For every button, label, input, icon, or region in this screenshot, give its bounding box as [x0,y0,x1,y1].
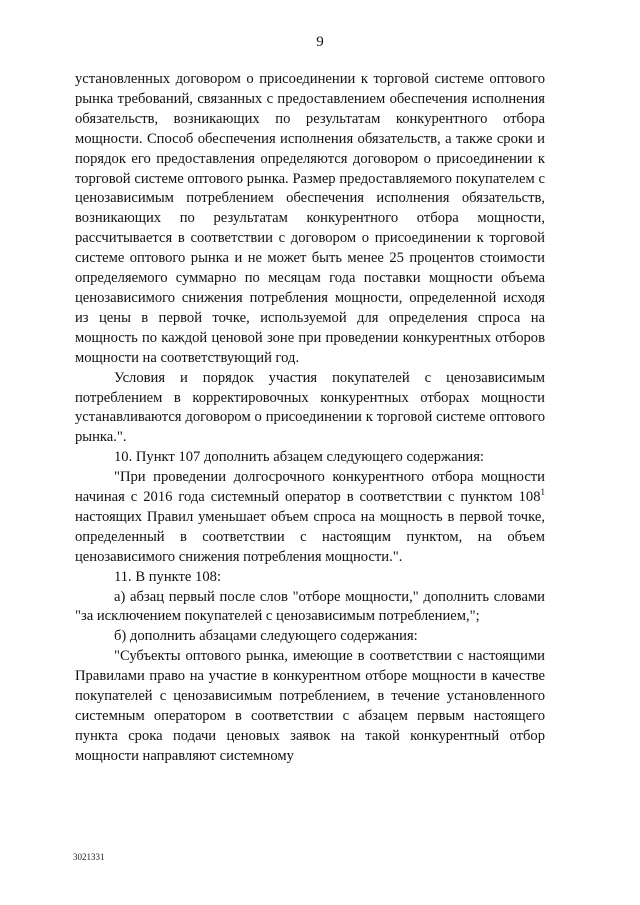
paragraph-text-after-sup: настоящих Правил уменьшает объем спроса на мощность в первой точке, определенный в соответствии с настоящим пунктом, на объем ценозависимого снижения потребления мощности.". [75,508,545,565]
paragraph-conditions: Условия и порядок участия покупателей с ценозависимым потреблением в корректировочных конкурентных отборах мощности устанавливаются договором о присоединении к торговой системе оптового рынка.". [75,369,545,446]
document-code: 3021331 [73,852,105,862]
paragraph-text-before-sup: "При проведении долгосрочного конкурентного отбора мощности начиная с 2016 года системный оператор в соответствии с пунктом 108 [75,469,545,506]
document-body [75,70,545,767]
paragraph-subitem-a: а) абзац первый после слов "отборе мощности," дополнить словами "за исключением покупателей с ценозависимым потреблением,"; [75,588,545,625]
paragraph-continuation: установленных договором о присоединении к торговой системе оптового рынка требований, связанных с предоставлением обеспечения исполнения обязательств, возникающих по результатам конкурентного отбора мощности. Способ обеспечения исполнения обязательств, а также сроки и порядок его предоставления определяются договором о присоединении к торговой системе оптового рынка. Размер предоставляемого покупателем с ценозависимым потреблением обеспечения исполнения обязательств, возникающих по результатам конкурентного отбора мощности, рассчитывается в соответствии с договором о присоединении к торговой системе оптового рынка и не может быть менее 25 процентов стоимости определяемого суммарно по месяцам года поставки мощности объема ценозависимого снижения потребления мощности, определенной исходя из цены в первой точке, используемой для определения спроса на мощность по каждой ценовой зоне при проведении конкурентных отборов мощности на соответствующий год. [75,71,545,366]
superscript: 1 [540,487,545,498]
paragraph-item-11: 11. В пункте 108: [114,568,221,585]
page-number: 9 [316,34,324,50]
paragraph-subjects: "Субъекты оптового рынка, имеющие в соответствии с настоящими Правилами право на участие в конкурентном отборе мощности в качестве покупателей с ценозависимым потреблением, в течение установленного системным оператором в соответствии с абзацем первым настоящего пункта срока подачи ценовых заявок на такой конкурентный отбор мощности направляют системному [75,648,545,764]
paragraph-subitem-b: б) дополнить абзацами следующего содержания: [114,628,418,645]
paragraph-long-term-selection [75,468,545,568]
paragraph-item-10: 10. Пункт 107 дополнить абзацем следующего содержания: [114,449,484,466]
